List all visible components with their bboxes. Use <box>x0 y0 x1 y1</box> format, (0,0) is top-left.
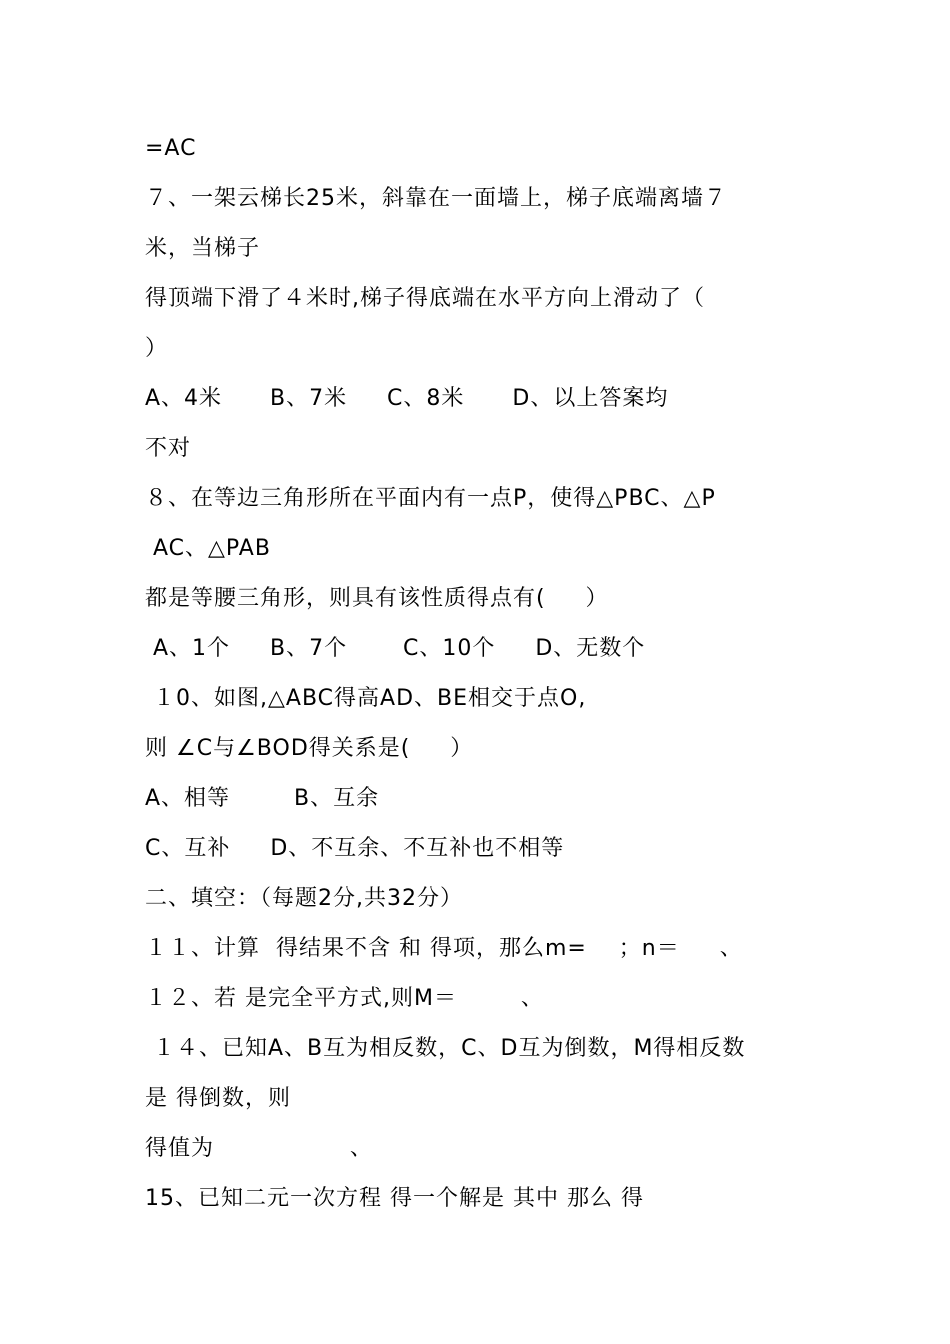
question-14-line: １４、已知A、B互为相反数，C、D互为倒数，M得相反数 <box>145 1036 746 1061</box>
question-7-line: ７、一架云梯长25米，斜靠在一面墙上，梯子底端离墙７ <box>145 186 727 211</box>
section-heading: 二、填空：（每题2分,共32分） <box>145 886 463 911</box>
text-line: 则 ∠C与∠BOD得关系是( ） <box>145 736 474 761</box>
question-11-line: １１、计算 得结果不含 和 得项，那么m= ；n＝ 、 <box>145 936 743 961</box>
answer-options-q7: A、4米 B、7米 C、8米 D、以上答案均 <box>145 386 669 411</box>
text-line: =AC <box>145 136 197 161</box>
question-15-line: 15、已知二元一次方程 得一个解是 其中 那么 得 <box>145 1186 644 1211</box>
answer-options-q8: A、1个 B、7个 C、10个 D、无数个 <box>145 636 646 661</box>
answer-options-q10-b: C、互补 D、不互余、不互补也不相等 <box>145 836 565 861</box>
question-10-line: １0、如图,△ABC得高AD、BE相交于点O, <box>145 686 587 711</box>
text-line: 得值为 、 <box>145 1136 373 1161</box>
text-line: 是 得倒数，则 <box>145 1086 291 1111</box>
text-line: 都是等腰三角形，则具有该性质得点有( ） <box>145 586 609 611</box>
question-8-line: ８、在等边三角形所在平面内有一点P，使得△PBC、△P <box>145 486 716 511</box>
text-line: 得顶端下滑了４米时,梯子得底端在水平方向上滑动了（ <box>145 286 705 311</box>
text-line: ） <box>145 336 169 361</box>
text-line: 米，当梯子 <box>145 236 261 261</box>
answer-options-q10-a: A、相等 B、互余 <box>145 786 380 811</box>
text-line: AC、△PAB <box>145 536 271 561</box>
text-line: 不对 <box>145 436 192 461</box>
question-12-line: １２、若 是完全平方式,则M＝ 、 <box>145 986 544 1011</box>
